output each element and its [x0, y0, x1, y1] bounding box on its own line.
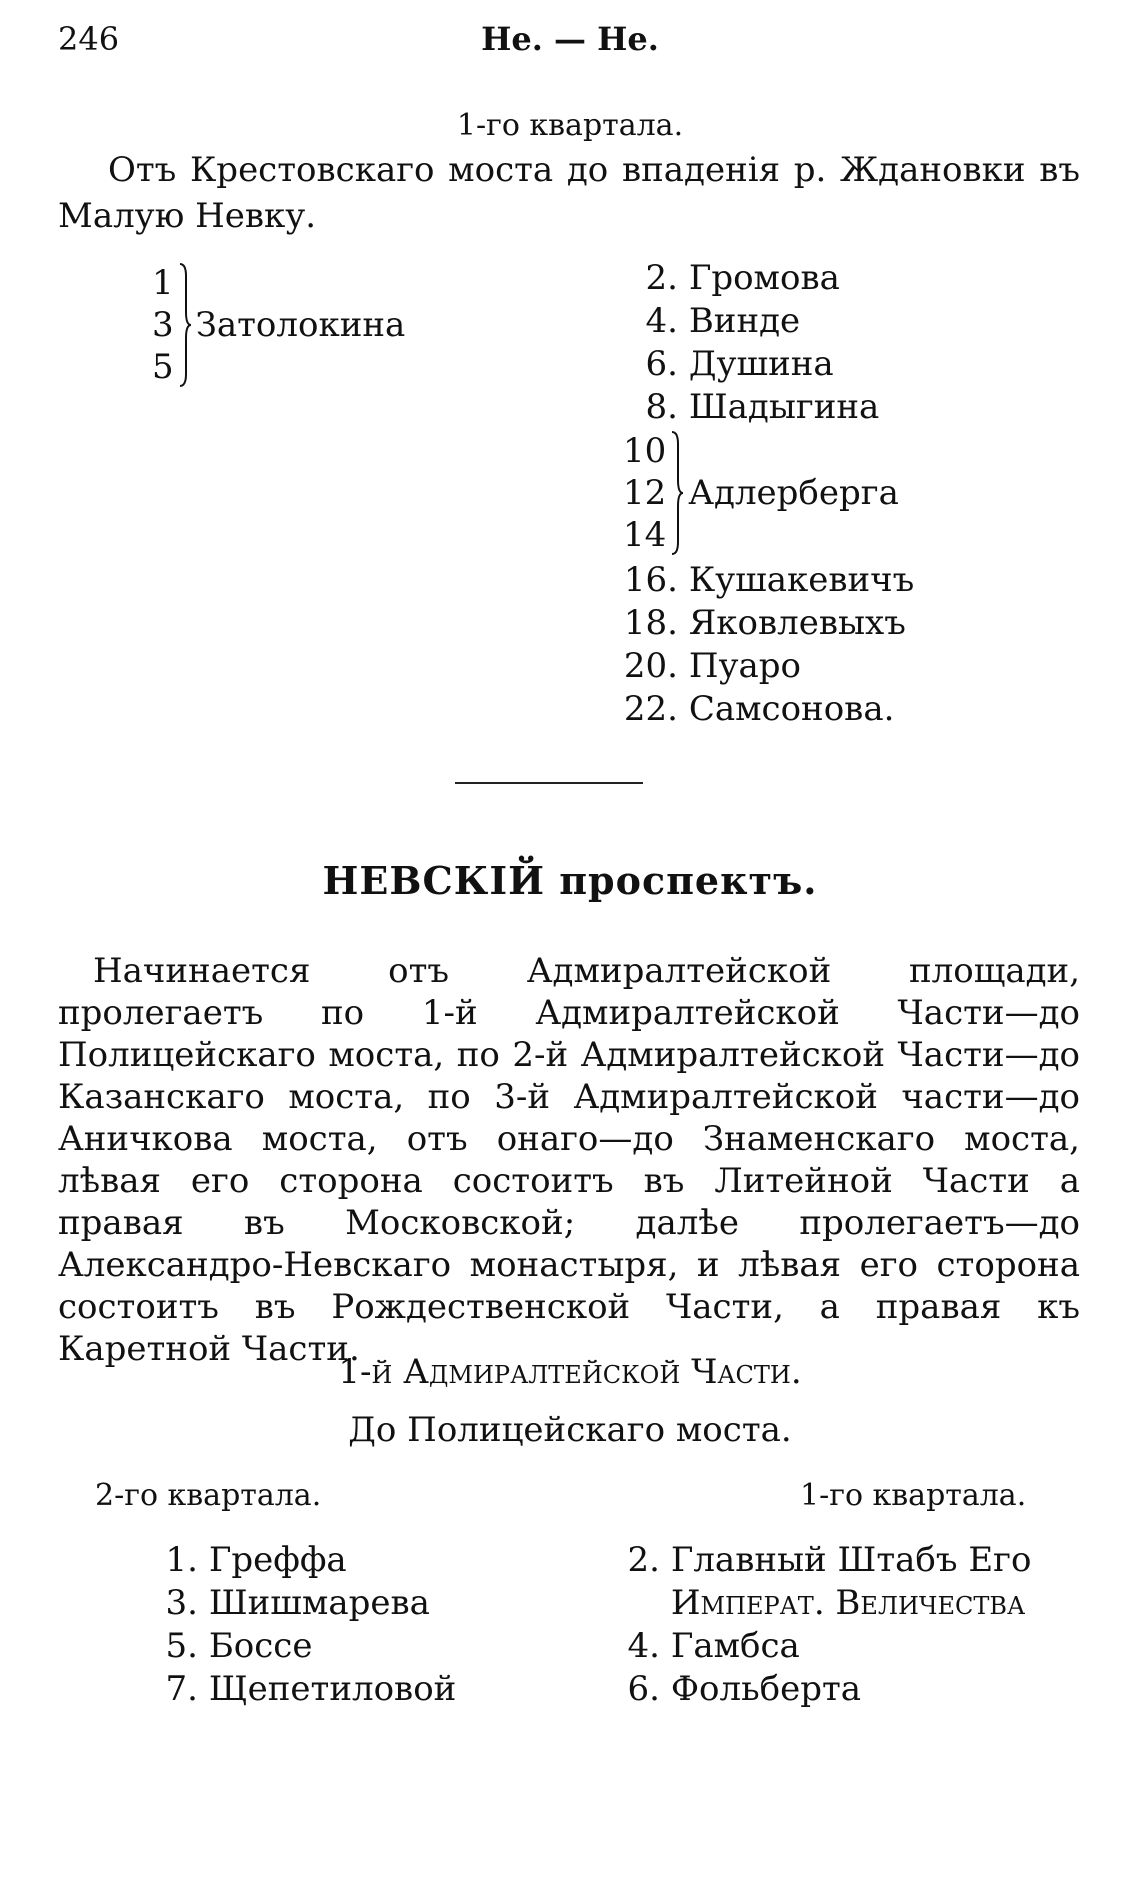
- owner-name: Винде: [688, 301, 801, 341]
- owner-name: Щепетиловой: [208, 1669, 457, 1709]
- right-list-a: [620, 258, 879, 430]
- subsection-heading: До Полицейскаго моста.: [348, 1410, 792, 1450]
- house-number: 12: [623, 473, 667, 513]
- owner-name: Главный Штабъ Его: [670, 1540, 1032, 1580]
- description-paragraph: Начинается отъ Адмиралтейской площади, пролегаетъ по 1-й Адмиралтейской Части—до Полицейскаго моста, по 2-й Адмиралтейской Части—до Казанскаго моста, по 3-й Адмиралтейской части—до Аничкова моста, отъ онаго—до Знаменскаго моста, лѣвая его сторона состоитъ въ Литейной Части а правая въ Московской; далѣе пролегаетъ—до Александро-Невскаго монастыря, и лѣвая его сторона состоитъ въ Рождественской Части, а правая къ Каретной Части.: [58, 951, 1080, 1369]
- owner-name: Адлерберга: [688, 473, 899, 513]
- house-number: 5.: [165, 1626, 198, 1666]
- list-item: [150, 1669, 456, 1712]
- house-number: 3: [152, 305, 174, 345]
- section-description-line2: Малую Невку.: [58, 196, 317, 236]
- owner-name: Душина: [688, 344, 834, 384]
- house-number: 1: [152, 263, 174, 303]
- list-item: [612, 1540, 1031, 1583]
- house-number: 6.: [645, 344, 678, 384]
- house-number: 6.: [627, 1669, 660, 1709]
- owner-name: Боссе: [208, 1626, 313, 1666]
- house-number: 3.: [165, 1583, 198, 1623]
- owner-name: Греффа: [208, 1540, 347, 1580]
- street-heading: НЕВСКІЙ проспектъ.: [322, 858, 818, 903]
- right-list-b: [608, 560, 914, 732]
- owner-name: Самсонова.: [688, 689, 895, 729]
- list-item: [620, 387, 879, 430]
- owner-name: Яковлевыхъ: [688, 603, 906, 643]
- owner-name: Затолокина: [195, 305, 406, 345]
- list-item: [608, 560, 914, 603]
- house-number: 1.: [165, 1540, 198, 1580]
- section-description-line1: Отъ Крестовскаго моста до впаденія р. Ждановки въ: [108, 150, 1080, 190]
- left-house-list: [150, 1540, 456, 1712]
- house-number: 4.: [627, 1626, 660, 1666]
- owner-name: Громова: [688, 258, 840, 298]
- house-number: 22.: [623, 689, 678, 729]
- house-number: 8.: [645, 387, 678, 427]
- right-house-list: [612, 1540, 1031, 1712]
- owner-name: Шадыгина: [688, 387, 880, 427]
- list-item: [608, 689, 914, 732]
- right-brace-icon: [670, 430, 684, 556]
- right-quarter-heading: 1-го квартала.: [800, 1478, 1027, 1513]
- list-item: [150, 1583, 456, 1626]
- house-number: 10: [623, 431, 667, 471]
- owner-name: Шишмарева: [208, 1583, 430, 1623]
- owner-name: Фольберта: [670, 1669, 862, 1709]
- page-number: 246: [58, 20, 120, 58]
- running-title: Не. — Не.: [481, 20, 659, 58]
- house-number: 14: [623, 515, 667, 555]
- house-number: 18.: [623, 603, 678, 643]
- list-item: [620, 258, 879, 301]
- house-number: 4.: [645, 301, 678, 341]
- list-item: [150, 1540, 456, 1583]
- brace-numbers: [152, 262, 174, 388]
- left-quarter-heading: 2-го квартала.: [95, 1478, 322, 1513]
- owner-name-continuation: Императ. Величества: [670, 1583, 1026, 1623]
- house-number: 20.: [623, 646, 678, 686]
- owner-name: Гамбса: [670, 1626, 800, 1666]
- list-item-continuation: [612, 1583, 1031, 1626]
- list-item: [150, 1626, 456, 1669]
- list-item: [612, 1626, 1031, 1669]
- owner-name: Кушакевичъ: [688, 560, 915, 600]
- right-brace-icon: [178, 262, 192, 388]
- street-description: [58, 950, 1080, 1370]
- part-heading: 1-й Адмиралтейской Части.: [338, 1352, 802, 1392]
- quarter-heading: 1-го квартала.: [456, 108, 684, 143]
- owner-name: Пуаро: [688, 646, 801, 686]
- house-number: 2.: [627, 1540, 660, 1580]
- house-number: 16.: [623, 560, 678, 600]
- section-divider: [455, 782, 643, 784]
- list-item: [620, 301, 879, 344]
- house-number: 5: [152, 347, 174, 387]
- list-item: [608, 603, 914, 646]
- brace-numbers: [623, 430, 666, 556]
- left-brace-group: [152, 262, 405, 388]
- right-brace-group: [623, 430, 899, 556]
- list-item: [612, 1669, 1031, 1712]
- list-item: [620, 344, 879, 387]
- house-number: 7.: [165, 1669, 198, 1709]
- list-item: [608, 646, 914, 689]
- house-number: 2.: [645, 258, 678, 298]
